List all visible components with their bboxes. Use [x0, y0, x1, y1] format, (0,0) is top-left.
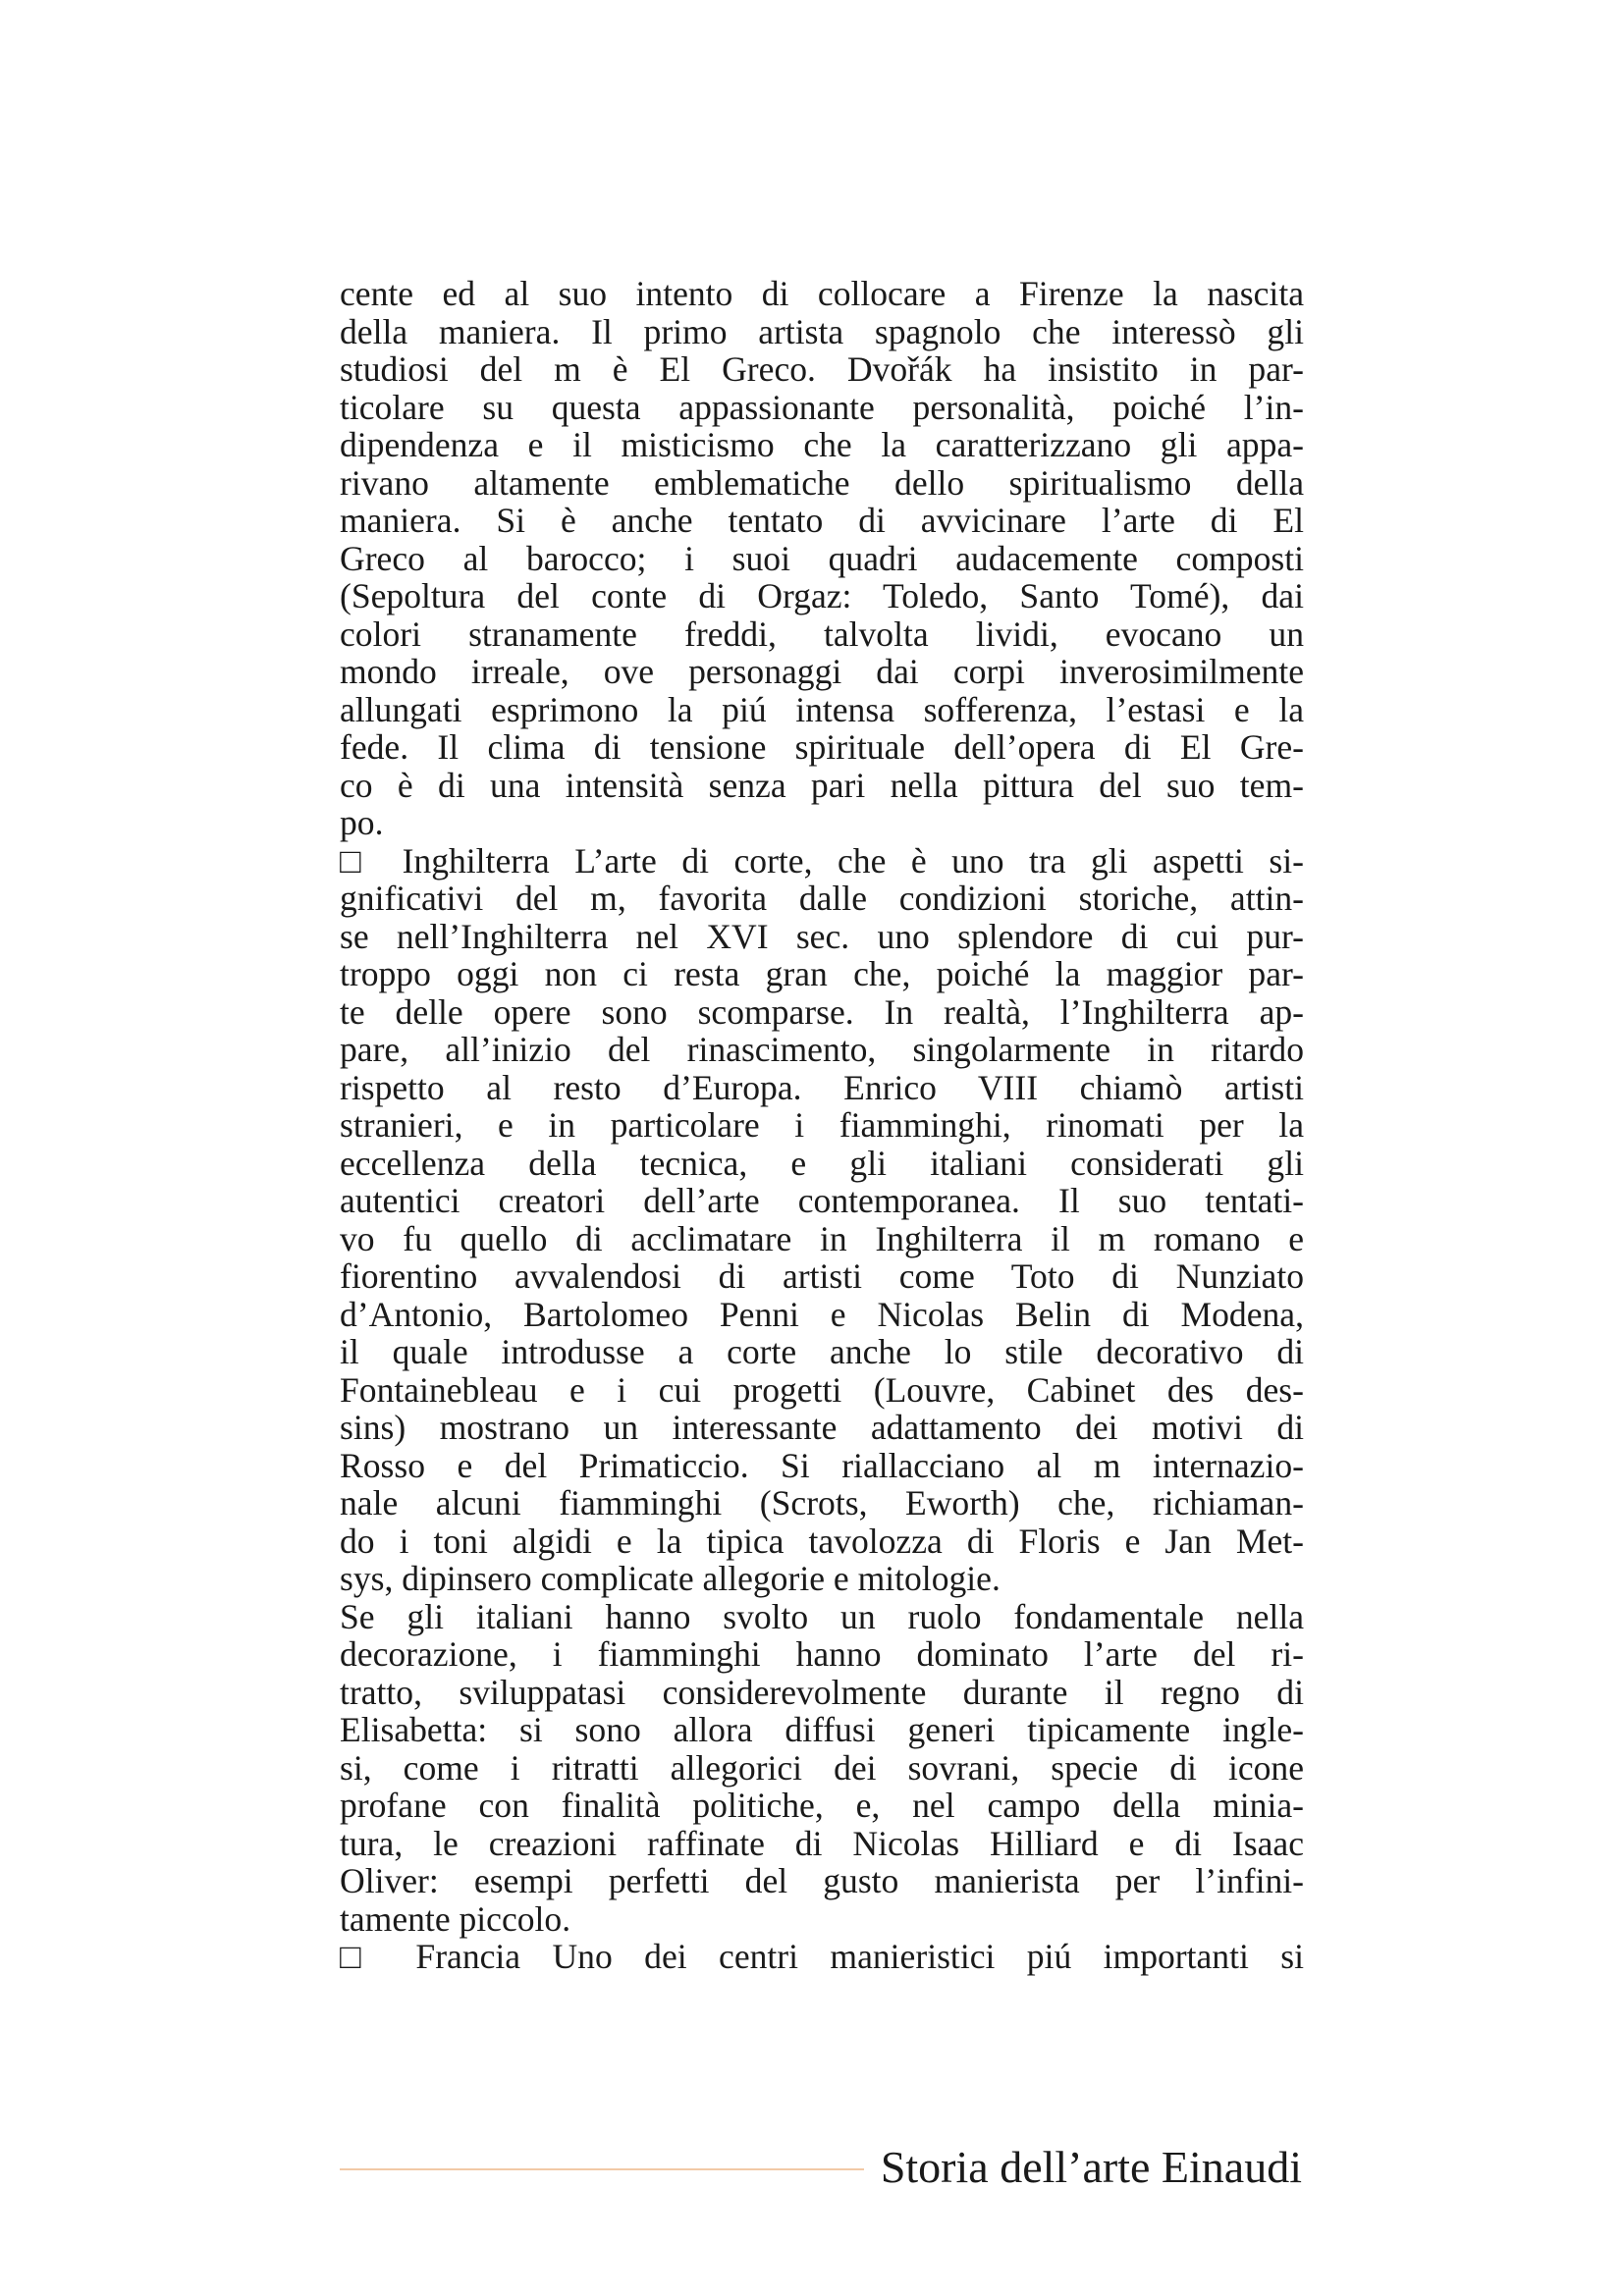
text-line: profane con finalità politiche, e, nel campo della minia-: [340, 1786, 1304, 1825]
text-line: fiorentino avvalendosi di artisti come Toto di Nunziato: [340, 1256, 1304, 1296]
text-line: do i toni algidi e la tipica tavolozza di Floris e Jan Met-: [340, 1521, 1304, 1561]
text-line: autentici creatori dell’arte contemporanea. Il suo tentati-: [340, 1181, 1304, 1220]
text-line: si, come i ritratti allegorici dei sovrani, specie di icone: [340, 1747, 1304, 1788]
text-line: decorazione, i fiamminghi hanno dominato l’arte del ri-: [340, 1634, 1304, 1674]
text-line: Se gli italiani hanno svolto un ruolo fondamentale nella: [340, 1596, 1304, 1636]
text-line: se nell’Inghilterra nel XVI sec. uno splendore di cui pur-: [340, 916, 1304, 956]
text-line: tratto, sviluppatasi considerevolmente durante il regno di: [340, 1672, 1304, 1712]
text-line: sins) mostrano un interessante adattamento dei motivi di: [340, 1408, 1304, 1447]
text-line: colori stranamente freddi, talvolta lividi, evocano un: [340, 614, 1304, 654]
text-line: vo fu quello di acclimatare in Inghilterra il m romano e: [340, 1218, 1304, 1258]
text-line: della maniera. Il primo artista spagnolo che interessò gli: [340, 311, 1304, 351]
text-line: troppo oggi non ci resta gran che, poiché la maggior par-: [340, 954, 1304, 993]
text-line: il quale introdusse a corte anche lo stile decorativo di: [340, 1332, 1304, 1371]
text-line: stranieri, e in particolare i fiamminghi, rinomati per la: [340, 1105, 1304, 1145]
text-line: rivano altamente emblematiche dello spiritualismo della: [340, 462, 1304, 503]
text-line: Elisabetta: si sono allora diffusi generi tipicamente ingle-: [340, 1710, 1304, 1749]
text-line: studiosi del m è El Greco. Dvořák ha insistito in par-: [340, 349, 1304, 389]
text-line: maniera. Si è anche tentato di avvicinare l’arte di El: [340, 501, 1304, 540]
text-line: allungati esprimono la piú intensa sofferenza, l’estasi e la: [340, 689, 1304, 729]
text-line: dipendenza e il misticismo che la caratterizzano gli appa-: [340, 425, 1304, 464]
text-line: Oliver: esempi perfetti del gusto manierista per l’infini-: [340, 1861, 1304, 1900]
text-line: mondo irreale, ove personaggi dai corpi inverosimilmente: [340, 652, 1304, 691]
text-line: eccellenza della tecnica, e gli italiani considerati gli: [340, 1143, 1304, 1183]
text-line: d’Antonio, Bartolomeo Penni e Nicolas Belin di Modena,: [340, 1294, 1304, 1334]
footer-rule: [340, 2168, 864, 2170]
body-text: [340, 275, 1304, 1976]
text-line: te delle opere sono scomparse. In realtà, l’Inghilterra ap-: [340, 991, 1304, 1032]
text-line: rispetto al resto d’Europa. Enrico VIII chiamò artisti: [340, 1067, 1304, 1107]
text-line: gnificativi del m, favorita dalle condizioni storiche, attin-: [340, 879, 1304, 918]
text-line: □ Inghilterra L’arte di corte, che è uno tra gli aspetti si-: [340, 840, 1304, 881]
text-line: Fontainebleau e i cui progetti (Louvre, Cabinet des des-: [340, 1369, 1304, 1410]
text-line: Greco al barocco; i suoi quadri audacemente composti: [340, 538, 1304, 578]
text-line: tamente piccolo.: [340, 1898, 571, 1939]
text-line: po.: [340, 803, 384, 842]
text-line: nale alcuni fiamminghi (Scrots, Eworth) che, richiaman-: [340, 1483, 1304, 1522]
text-line: tura, le creazioni raffinate di Nicolas Hilliard e di Isaac: [340, 1823, 1304, 1863]
text-line: sys, dipinsero complicate allegorie e mitologie.: [340, 1559, 1001, 1598]
footer-publication-title: Storia dell’arte Einaudi: [880, 2142, 1302, 2192]
text-line: fede. Il clima di tensione spirituale dell’opera di El Gre-: [340, 727, 1304, 767]
text-line: □ Francia Uno dei centri manieristici piú importanti si: [340, 1937, 1304, 1976]
text-line: co è di una intensità senza pari nella pittura del suo tem-: [340, 765, 1304, 805]
text-line: Rosso e del Primaticcio. Si riallacciano al m internazio-: [340, 1445, 1304, 1485]
text-line: cente ed al suo intento di collocare a Firenze la nascita: [340, 274, 1304, 313]
text-line: pare, all’inizio del rinascimento, singolarmente in ritardo: [340, 1030, 1304, 1069]
text-line: ticolare su questa appassionante personalità, poiché l’in-: [340, 387, 1304, 427]
text-line: (Sepoltura del conte di Orgaz: Toledo, Santo Tomé), dai: [340, 576, 1304, 615]
